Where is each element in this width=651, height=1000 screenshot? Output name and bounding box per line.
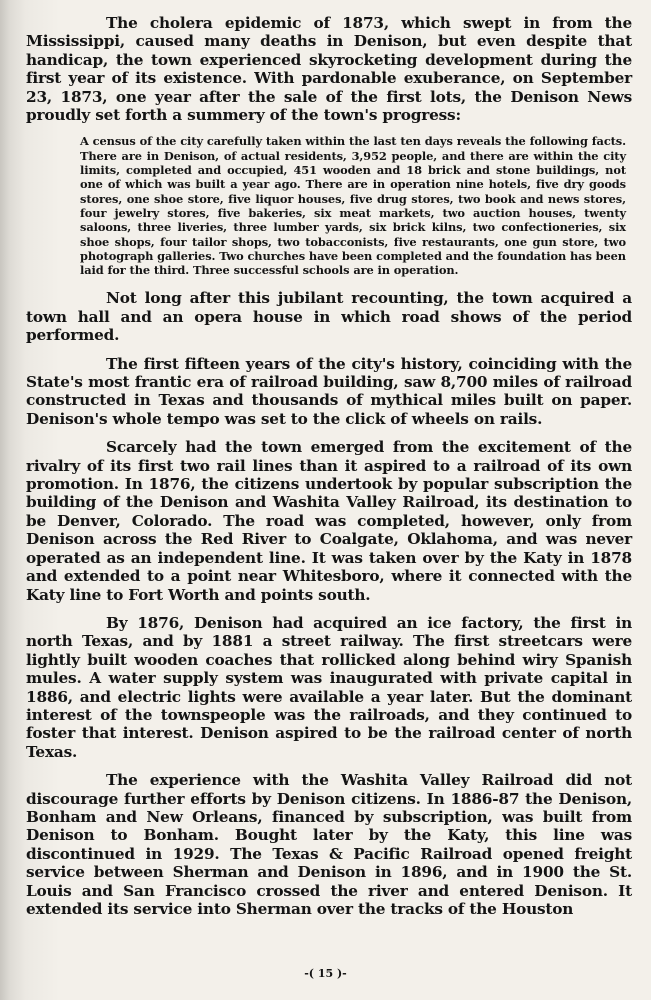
- page-content: [26, 14, 632, 928]
- paragraph-town-hall: Not long after this jubilant recounting, the town acquired a town hall and an opera house in which road shows of the period performed.: [26, 289, 632, 345]
- census-quote: A census of the city carefully taken within the last ten days reveals the following facts. There are in Denison, of actual residents, 3,952 people, and there are within the city limits, completed and occupied, 451 wooden and 18 brick and stone buildings, not one of which was built a year ago. There are in operation nine hotels, five dry goods stores, one shoe store, five liquor houses, five drug stores, two book and news stores, four jewelry stores, five bakeries, six meat markets, two auction houses, twenty saloons, three liveries, three lumber yards, six brick kilns, two confectioneries, six shoe shops, four tailor shops, two tobacconists, five restaurants, one gun store, two photograph galleries. Two churches have been completed and the foundation has been laid for the third. Three successful schools are in operation.: [80, 134, 626, 278]
- paragraph-further-efforts: The experience with the Washita Valley Railroad did not discourage further efforts by Denison citizens. In 1886-87 the Denison, Bonham and New Orleans, financed by subscription, was built from Denison to Bonham. Bought later by the Katy, this line was discontinued in 1929. The Texas & Pacific Railroad opened freight service between Sherman and Denison in 1896, and in 1900 the St. Louis and San Francisco crossed the river and entered Denison. It extended its service into Sherman over the tracks of the Houston: [26, 771, 632, 918]
- paragraph-cholera-epidemic: The cholera epidemic of 1873, which swept in from the Mississippi, caused many deaths in Denison, but even despite that handicap, the town experienced skyrocketing development during the first year of its existence. With pardonable exuberance, on September 23, 1873, one year after the sale of the first lots, the Denison News proudly set forth a summery of the town's progress:: [26, 14, 632, 125]
- paragraph-washita-valley: Scarcely had the town emerged from the excitement of the rivalry of its first two rail lines than it aspired to a railroad of its own promotion. In 1876, the citizens undertook by popular subscription the building of the Denison and Washita Valley Railroad, its destination to be Denver, Colorado. The road was completed, however, only from Denison across the Red River to Coalgate, Oklahoma, and was never operated as an independent line. It was taken over by the Katy in 1878 and extended to a point near Whitesboro, where it connected with the Katy line to Fort Worth and points south.: [26, 438, 632, 604]
- paragraph-railroad-era: The first fifteen years of the city's history, coinciding with the State's most frantic era of railroad building, saw 8,700 miles of railroad constructed in Texas and thousands of mythical miles built on paper. Denison's whole tempo was set to the click of wheels on rails.: [26, 354, 632, 428]
- page-number: -( 15 )-: [304, 967, 347, 980]
- paragraph-ice-factory: By 1876, Denison had acquired an ice factory, the first in north Texas, and by 1881 a street railway. The first streetcars were lightly built wooden coaches that rollicked along behind wiry Spanish mules. A water supply system was inaugurated with private capital in 1886, and electric lights were available a year later. But the dominant interest of the townspeople was the railroads, and they continued to foster that interest. Denison aspired to be the railroad center of north Texas.: [26, 613, 632, 761]
